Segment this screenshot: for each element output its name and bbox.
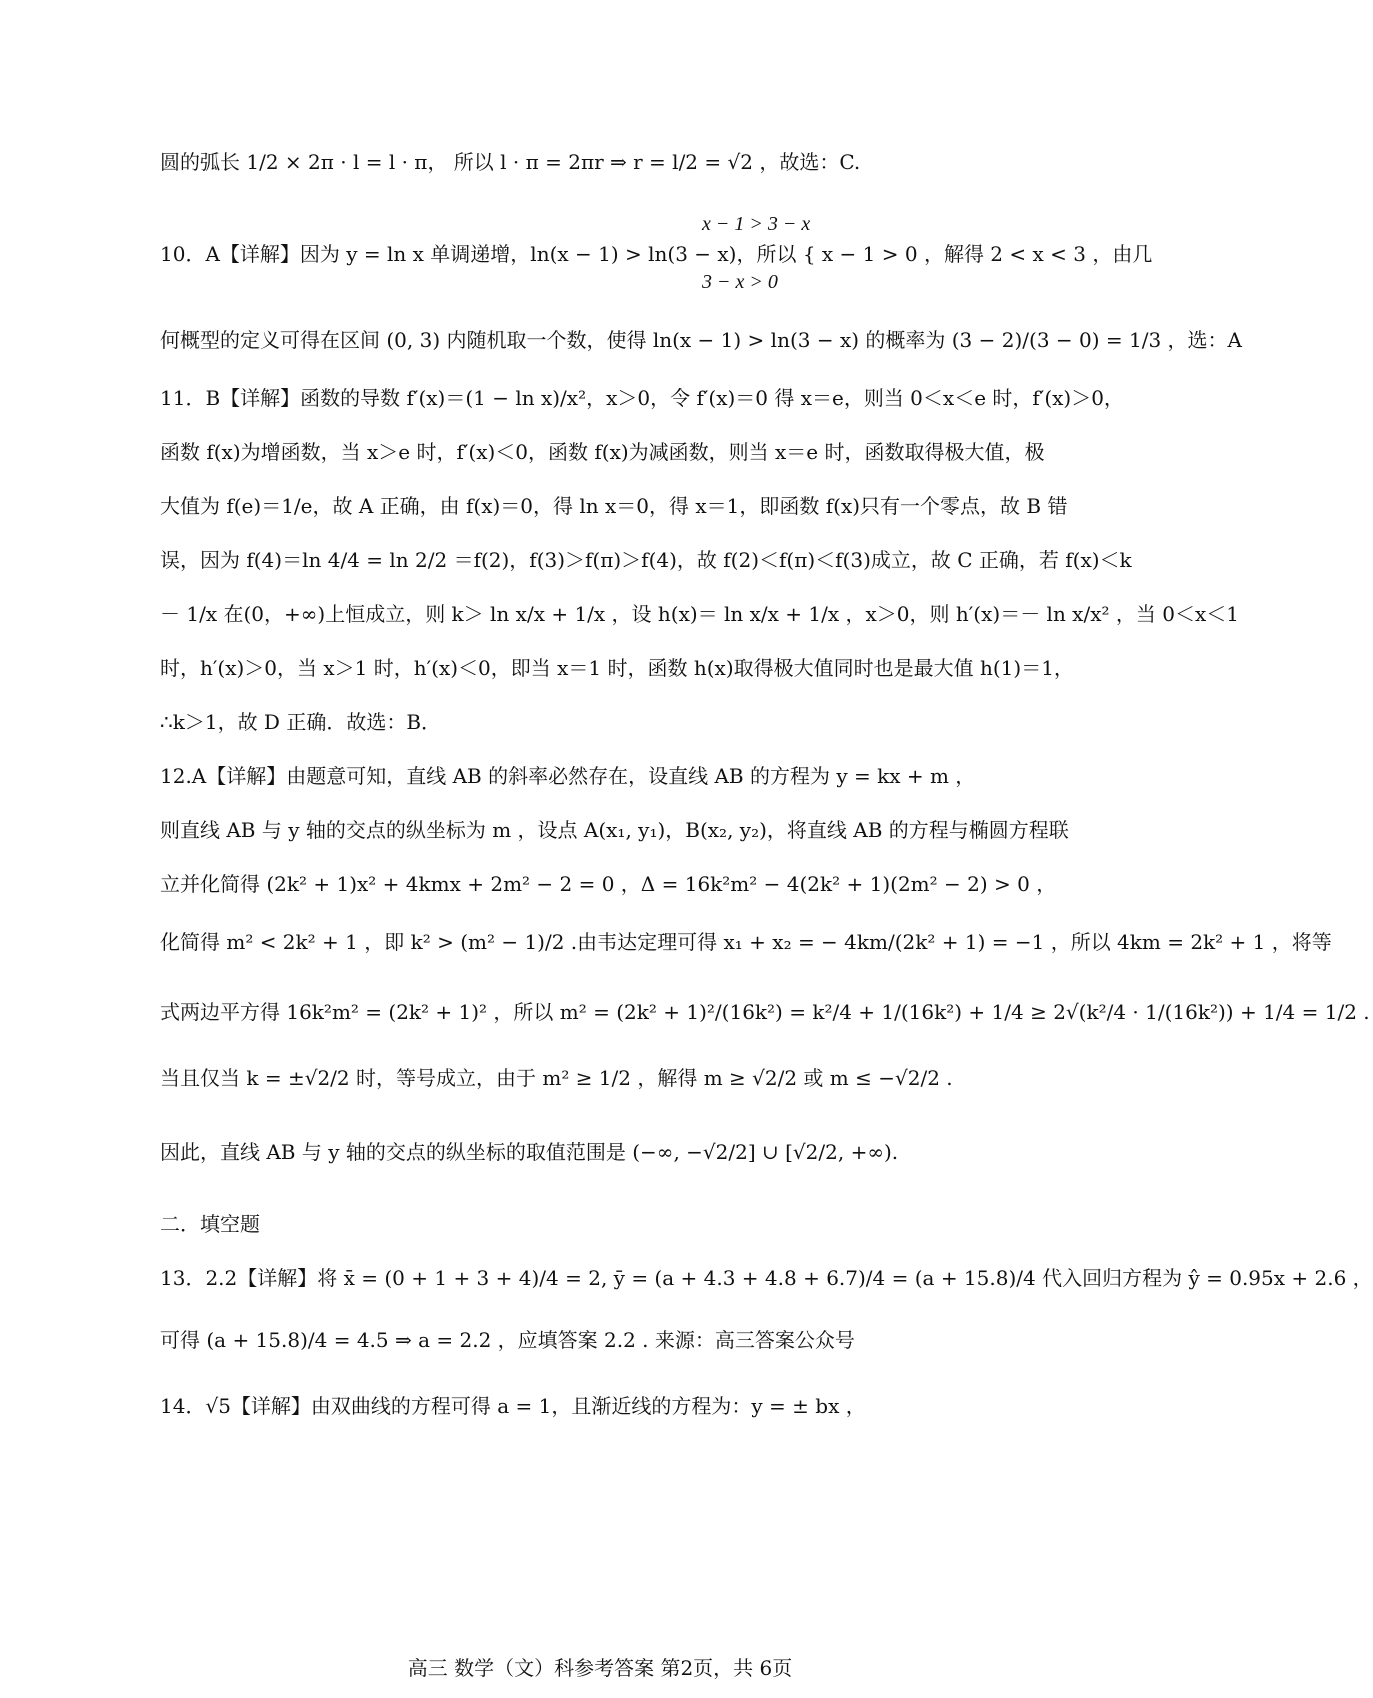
text-line-q10: 10．A【详解】因为 y = ln x 单调递增，ln(x − 1) > ln(3 − x)，所以 { x − 1 > 0 ，解得 2 < x < 3 ，由几 <box>160 242 1153 266</box>
text-line-q11-maximum: 大值为 f(e)＝1/e，故 A 正确，由 f(x)＝0，得 ln x＝0，得 x＝1，即函数 f(x)只有一个零点，故 B 错 <box>160 494 1068 518</box>
text-line-q13-answer: 可得 (a + 15.8)/4 = 4.5 ⇒ a = 2.2 ，应填答案 2.2 . 来源：高三答案公众号 <box>160 1328 855 1352</box>
system-line-1: x − 1 > 3 − x <box>702 213 811 235</box>
section-heading-fill-in: 二．填空题 <box>160 1212 260 1236</box>
text-line-q13-means: 13．2.2【详解】将 x̄ = (0 + 1 + 3 + 4)/4 = 2, ȳ = (a + 4.3 + 4.8 + 6.7)/4 = (a + 15.8)/4 代入回归方程为 ŷ = 0.95x + 2.6 ， <box>160 1266 1373 1290</box>
text-line-q11-extreme: 时，h′(x)＞0，当 x＞1 时，h′(x)＜0，即当 x＝1 时，函数 h(x)取得极大值同时也是最大值 h(1)＝1， <box>160 656 1074 680</box>
text-line-q11-monotonic: 函数 f(x)为增函数，当 x＞e 时，f′(x)＜0，函数 f(x)为减函数，则当 x＝e 时，函数取得极大值，极 <box>160 440 1045 464</box>
page-footer: 高三 数学（文）科参考答案 第2页，共 6页 <box>407 1656 793 1680</box>
text-line-q12-intro: 12.A【详解】由题意可知，直线 AB 的斜率必然存在，设直线 AB 的方程为 y = kx + m ， <box>160 764 976 788</box>
text-line-q12-intersection: 则直线 AB 与 y 轴的交点的纵坐标为 m ，设点 A(x₁, y₁)，B(x₂, y₂)，将直线 AB 的方程与椭圆方程联 <box>160 818 1069 842</box>
text-line-q12-range: 因此，直线 AB 与 y 轴的交点的纵坐标的取值范围是 (−∞, −√2/2] ∪ [√2/2, +∞). <box>160 1140 899 1164</box>
text-line-q12-vieta: 化简得 m² < 2k² + 1 ，即 k² > (m² − 1)/2 .由韦达定理可得 x₁ + x₂ = − 4km/(2k² + 1) = −1 ，所以 4km = 2k² + 1 ，将等 <box>160 930 1332 954</box>
text-line-q14: 14．√5【详解】由双曲线的方程可得 a = 1，且渐近线的方程为：y = ± bx ， <box>160 1394 866 1418</box>
text-line-q12-square: 式两边平方得 16k²m² = (2k² + 1)² ，所以 m² = (2k² + 1)²/(16k²) = k²/4 + 1/(16k²) + 1/4 ≥ 2√(k²/4 · 1/(16k²)) + 1/4 = 1/2 . <box>160 1000 1370 1024</box>
text-line-q10-probability: 何概型的定义可得在区间 (0, 3) 内随机取一个数，使得 ln(x − 1) > ln(3 − x) 的概率为 (3 − 2)/(3 − 0) = 1/3 ，选：A <box>160 328 1243 352</box>
system-line-3: 3 − x > 0 <box>702 271 778 293</box>
text-line-q12-equality: 当且仅当 k = ±√2/2 时，等号成立，由于 m² ≥ 1/2 ，解得 m ≥ √2/2 或 m ≤ −√2/2 . <box>160 1066 953 1090</box>
text-line-q11-derivative: 11．B【详解】函数的导数 f′(x)＝(1 − ln x)/x²，x＞0，令 f′(x)＝0 得 x＝e，则当 0＜x＜e 时，f′(x)＞0， <box>160 386 1124 410</box>
text-line-q11-compare: 误，因为 f(4)＝ln 4/4 = ln 2/2 ＝f(2)，f(3)＞f(π)＞f(4)，故 f(2)＜f(π)＜f(3)成立，故 C 正确，若 f(x)＜k <box>160 548 1132 572</box>
text-line-q12-discriminant: 立并化简得 (2k² + 1)x² + 4kmx + 2m² − 2 = 0 ，Δ = 16k²m² − 4(2k² + 1)(2m² − 2) > 0 ， <box>160 872 1057 896</box>
text-line-arc-length: 圆的弧长 1/2 × 2π · l = l · π， 所以 l · π = 2πr ⇒ r = l/2 = √2 ，故选：C. <box>160 150 861 174</box>
text-line-q11-conclusion: ∴k＞1，故 D 正确．故选：B． <box>160 710 442 734</box>
text-line-q11-hx: － 1/x 在(0，+∞)上恒成立，则 k＞ ln x/x + 1/x ，设 h(x)＝ ln x/x + 1/x ，x＞0，则 h′(x)＝－ ln x/x² ，当 0＜x＜1 <box>160 602 1239 626</box>
